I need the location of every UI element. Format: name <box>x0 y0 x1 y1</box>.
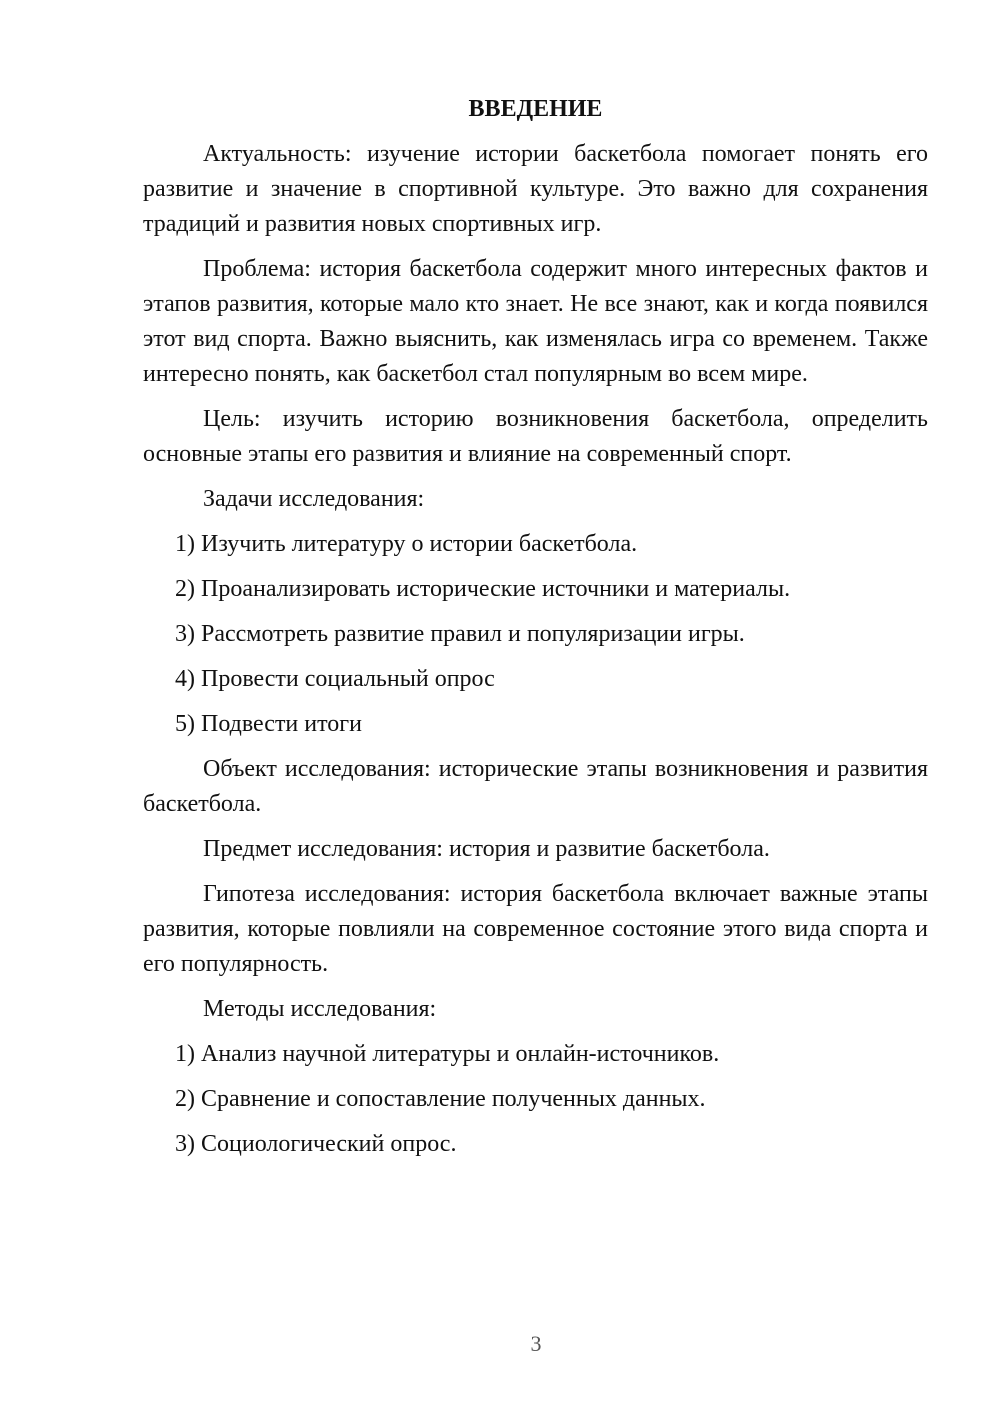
object-paragraph: Объект исследования: исторические этапы возникновения и развития баскетбола. <box>143 756 928 817</box>
task-item: 5) Подвести итоги <box>175 711 362 737</box>
task-item: 1) Изучить литературу о истории баскетбола. <box>175 531 638 557</box>
method-item: 2) Сравнение и сопоставление полученных данных. <box>175 1086 706 1112</box>
problem-paragraph: Проблема: история баскетбола содержит много интересных фактов и этапов развития, которые мало кто знает. Не все знают, как и когда появился этот вид спорта. Важно выяснить, как изменялась игра со временем. Также интересно понять, как баскетбол стал популярным во всем мире. <box>143 256 928 387</box>
tasks-heading: Задачи исследования: <box>203 486 425 512</box>
relevance-paragraph: Актуальность: изучение истории баскетбола помогает понять его развитие и значение в спортивной культуре. Это важно для сохранения традиций и развития новых спортивных игр. <box>143 141 928 237</box>
method-item: 1) Анализ научной литературы и онлайн-источников. <box>175 1041 720 1067</box>
task-item: 4) Провести социальный опрос <box>175 666 495 692</box>
hypothesis-paragraph: Гипотеза исследования: история баскетбола включает важные этапы развития, которые повлияли на современное состояние этого вида спорта и его популярность. <box>143 881 928 977</box>
page-content <box>143 92 928 1162</box>
task-item: 3) Рассмотреть развитие правил и популяризации игры. <box>175 621 745 647</box>
methods-heading: Методы исследования: <box>203 996 437 1022</box>
section-title: ВВЕДЕНИЕ <box>468 96 603 122</box>
subject-paragraph: Предмет исследования: история и развитие баскетбола. <box>203 836 770 862</box>
goal-paragraph: Цель: изучить историю возникновения баскетбола, определить основные этапы его развития и влияние на современный спорт. <box>143 406 928 467</box>
method-item: 3) Социологический опрос. <box>175 1131 457 1157</box>
task-item: 2) Проанализировать исторические источники и материалы. <box>175 576 791 602</box>
page-number: 3 <box>530 1331 542 1356</box>
